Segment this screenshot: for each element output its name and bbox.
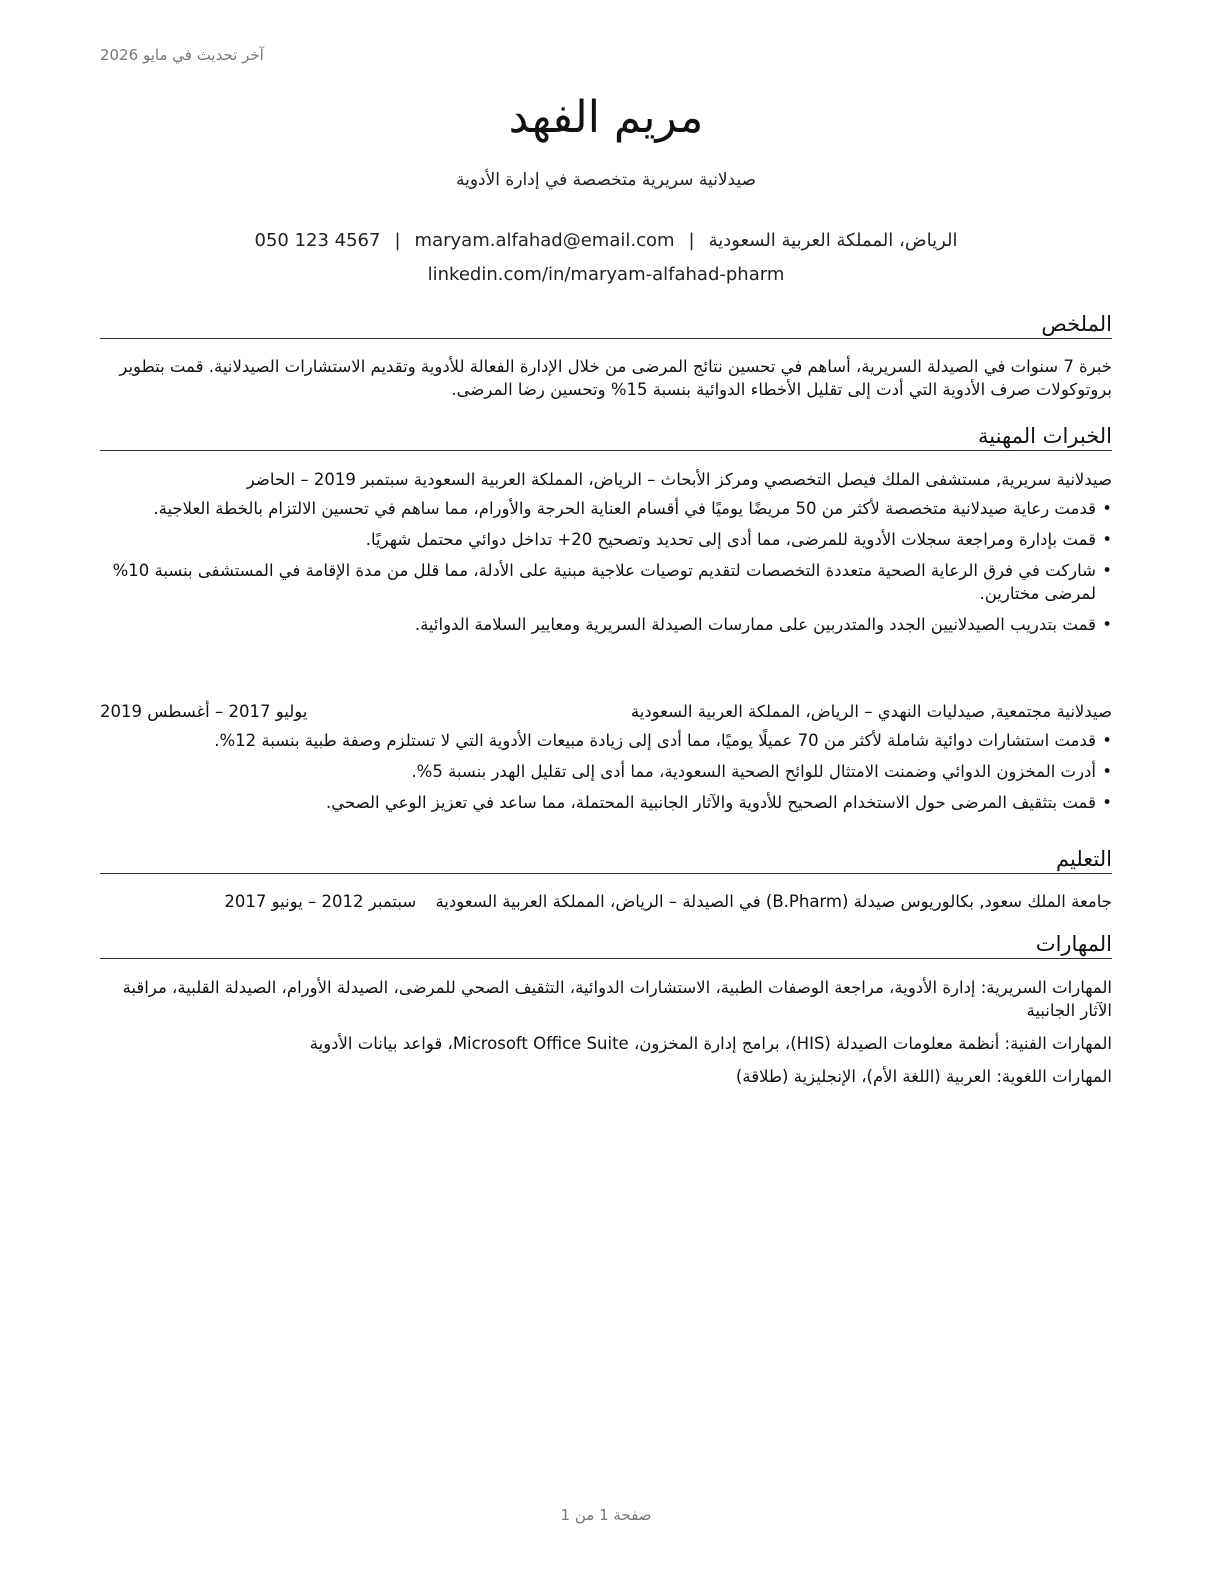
separator: | xyxy=(394,230,401,251)
job-dates: يوليو 2017 – أغسطس 2019 xyxy=(100,702,308,721)
list-item: • قمت بإدارة ومراجعة سجلات الأدوية للمرضى، مما أدى إلى تحديد وتصحيح 20+ تداخل دوائي محتمل شهريًا. xyxy=(100,528,1112,551)
list-item: • قدمت رعاية صيدلانية متخصصة لأكثر من 50 مريضًا يوميًا في أقسام العناية الحرجة والأورام، مما ساهم في تحسين الالتزام بالخطة العلاجية. xyxy=(100,497,1112,520)
summary-heading: الملخص xyxy=(100,311,1112,339)
list-item: • قدمت استشارات دوائية شاملة لأكثر من 70 عميلًا يوميًا، مما أدى إلى زيادة مبيعات الأدوية التي لا تستلزم وصفة طبية بنسبة 12%. xyxy=(100,729,1112,752)
job-title: صيدلانية مجتمعية, صيدليات النهدي – الرياض، المملكة العربية السعودية xyxy=(630,702,1112,721)
list-item: • أدرت المخزون الدوائي وضمنت الامتثال للوائح الصحية السعودية، مما أدى إلى تقليل الهدر بنسبة 5%. xyxy=(100,760,1112,783)
candidate-title: صيدلانية سريرية متخصصة في إدارة الأدوية xyxy=(455,170,757,190)
education-entry xyxy=(100,890,1112,913)
skill-line: المهارات السريرية: إدارة الأدوية، مراجعة الوصفات الطبية، الاستشارات الدوائية، التثقيف الصحي للمرضى، الصيدلة الأورام، الصيدلة القلبية، مراقبة الآثار الجانبية xyxy=(122,978,1112,1020)
skill-line: المهارات اللغوية: العربية (اللغة الأم)، الإنجليزية (طلاقة) xyxy=(735,1067,1112,1086)
list-item: • قمت بتثقيف المرضى حول الاستخدام الصحيح للأدوية والآثار الجانبية المحتملة، مما ساعد في تعزيز الوعي الصحي. xyxy=(100,791,1112,814)
last-updated: آخر تحديث في مايو 2026 xyxy=(100,46,264,64)
skills-list xyxy=(100,976,1112,1098)
list-item: • قمت بتدريب الصيدلانيين الجدد والمتدربين على ممارسات الصيدلة السريرية ومعايير السلامة الدوائية. xyxy=(100,613,1112,636)
job-header xyxy=(100,468,1112,491)
job-bullets xyxy=(100,497,1112,636)
job-entry xyxy=(100,700,1112,822)
phone-number: 050 123 4567 xyxy=(254,230,381,251)
job-header xyxy=(100,700,1112,723)
job-title: صيدلانية سريرية, مستشفى الملك فيصل التخصصي ومركز الأبحاث – الرياض، المملكة العربية السعودية xyxy=(413,470,1112,489)
education-line: جامعة الملك سعود, بكالوريوس صيدلة (B.Pharm) في الصيدلة – الرياض، المملكة العربية السعودية xyxy=(435,892,1112,911)
education-dates: سبتمبر 2012 – يونيو 2017 xyxy=(224,892,417,911)
experience-heading: الخبرات المهنية xyxy=(100,423,1112,451)
job-dates: سبتمبر 2019 – الحاضر xyxy=(246,470,409,489)
resume-page xyxy=(100,0,1112,1584)
page-number: صفحة 1 من 1 xyxy=(560,1506,652,1524)
education-heading: التعليم xyxy=(100,846,1112,874)
contact-line xyxy=(100,224,1112,258)
contact-info xyxy=(100,224,1112,292)
skills-heading: المهارات xyxy=(100,931,1112,959)
job-entry xyxy=(100,468,1112,644)
job-bullets xyxy=(100,729,1112,814)
summary-text: خبرة 7 سنوات في الصيدلة السريرية، أساهم في تحسين نتائج المرضى من خلال الإدارة الفعالة للأدوية وتقديم الاستشارات الصيدلانية. قمت بتطوير بروتوكولات صرف الأدوية التي أدت إلى تقليل الأخطاء الدوائية بنسبة 15% وتحسين رضا المرضى. xyxy=(119,357,1112,399)
list-item: • شاركت في فرق الرعاية الصحية متعددة التخصصات لتقديم توصيات علاجية مبنية على الأدلة، مما قلل من مدة الإقامة في المستشفى بنسبة 10% لمرضى مختارين. xyxy=(100,559,1112,605)
location: الرياض، المملكة العربية السعودية xyxy=(708,230,958,251)
linkedin-link[interactable]: linkedin.com/in/maryam-alfahad-pharm xyxy=(427,264,785,285)
skill-line: المهارات الفنية: أنظمة معلومات الصيدلة (HIS)، برامج إدارة المخزون، Microsoft Office Suite، قواعد بيانات الأدوية xyxy=(309,1034,1112,1053)
separator: | xyxy=(688,230,695,251)
candidate-name: مريم الفهد xyxy=(508,92,704,143)
email-link[interactable]: maryam.alfahad@email.com xyxy=(414,230,675,251)
